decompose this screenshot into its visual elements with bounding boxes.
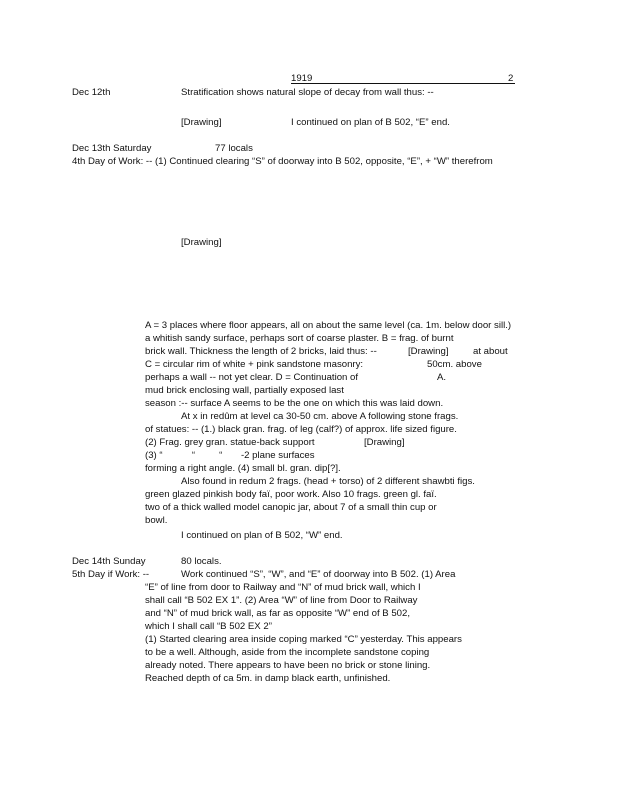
dec13-body-line: mud brick enclosing wall, partially exposed last (145, 385, 344, 396)
dec14-body-line: to be a well. Although, aside from the incomplete sandstone coping (145, 647, 430, 658)
dec13-inline-drawing: [Drawing] (408, 346, 449, 357)
header-year: 1919 (291, 73, 313, 84)
dec12-note: I continued on plan of B 502, “E” end. (291, 117, 450, 128)
dec13-body-line: a whitish sandy surface, perhaps sort of coarse plaster. B = frag. of burnt (145, 333, 454, 344)
dec14-body-line: Reached depth of ca 5m. in damp black earth, unfinished. (145, 673, 391, 684)
dec13-body-line: C = circular rim of white + pink sandstone masonry: (145, 359, 364, 370)
dec14-work-first: Work continued “S”, “W”, and “E” of doorway into B 502. (1) Area (181, 569, 456, 580)
dec13-body-line: I continued on plan of B 502, “W” end. (181, 530, 343, 541)
dec13-locals: 77 locals (215, 143, 253, 154)
dec14-body-line: shall call “B 502 EX 1”. (2) Area “W” of line from Door to Railway (145, 595, 418, 606)
dec14-body-line: and “N” of mud brick wall, as far as opposite “W” end of B 502, (145, 608, 411, 619)
dec13-inline-drawing-2: [Drawing] (364, 437, 405, 448)
dec14-body-line: which I shall call “B 502 EX 2” (145, 621, 272, 632)
dec13-drawing: [Drawing] (181, 237, 222, 248)
dec13-date: Dec 13th Saturday (72, 143, 152, 154)
dec13-inline-a: A. (437, 372, 447, 383)
dec13-body-line: (2) Frag. grey gran. statue-back support (145, 437, 315, 448)
dec13-body-line: (3) “ “ “ -2 plane surfaces (145, 450, 315, 461)
dec13-body-line: Also found in redum 2 frags. (head + torso) of 2 different shawbti figs. (181, 476, 475, 487)
dec13-body-line: perhaps a wall -- not yet clear. D = Continuation of (145, 372, 359, 383)
dec13-body-line: At x in redûm at level ca 30-50 cm. above A following stone frags. (181, 411, 459, 422)
dec14-body-line: “E” of line from door to Railway and “N” of mud brick wall, which I (145, 582, 421, 593)
dec13-body-line: green glazed pinkish body faï, poor work. Also 10 frags. green gl. faï. (145, 489, 437, 500)
dec13-body-line: season :-- surface A seems to be the one on which this was laid down. (145, 398, 444, 409)
dec12-drawing: [Drawing] (181, 117, 222, 128)
dec12-line1: Stratification shows natural slope of decay from wall thus: -- (181, 87, 434, 98)
dec13-work-line: 4th Day of Work: -- (1) Continued clearing “S” of doorway into B 502, opposite, “E”, + “W” therefrom (72, 156, 493, 167)
dec14-work-label: 5th Day if Work: -- (72, 569, 150, 580)
dec13-inline-at-about: at about (473, 346, 508, 357)
dec13-body-line: brick wall. Thickness the length of 2 bricks, laid thus: -- (145, 346, 377, 357)
header-rule (291, 83, 515, 84)
dec14-body-line: (1) Started clearing area inside coping marked “C” yesterday. This appears (145, 634, 462, 645)
dec13-body-line: bowl. (145, 515, 168, 526)
header-page-number: 2 (508, 73, 514, 84)
dec14-body-line: already noted. There appears to have been no brick or stone lining. (145, 660, 431, 671)
dec14-date: Dec 14th Sunday (72, 556, 146, 567)
dec13-body-line: forming a right angle. (4) small bl. gran. dip[?]. (145, 463, 341, 474)
dec13-body-line: A = 3 places where floor appears, all on about the same level (ca. 1m. below door sill.) (145, 320, 512, 331)
dec13-body-line: two of a thick walled model canopic jar, about 7 of a small thin cup or (145, 502, 437, 513)
dec14-locals: 80 locals. (181, 556, 222, 567)
dec13-body-line: of statues: -- (1.) black gran. frag. of leg (calf?) of approx. life sized figure. (145, 424, 457, 435)
dec13-inline-50cm: 50cm. above (427, 359, 482, 370)
dec12-date: Dec 12th (72, 87, 111, 98)
